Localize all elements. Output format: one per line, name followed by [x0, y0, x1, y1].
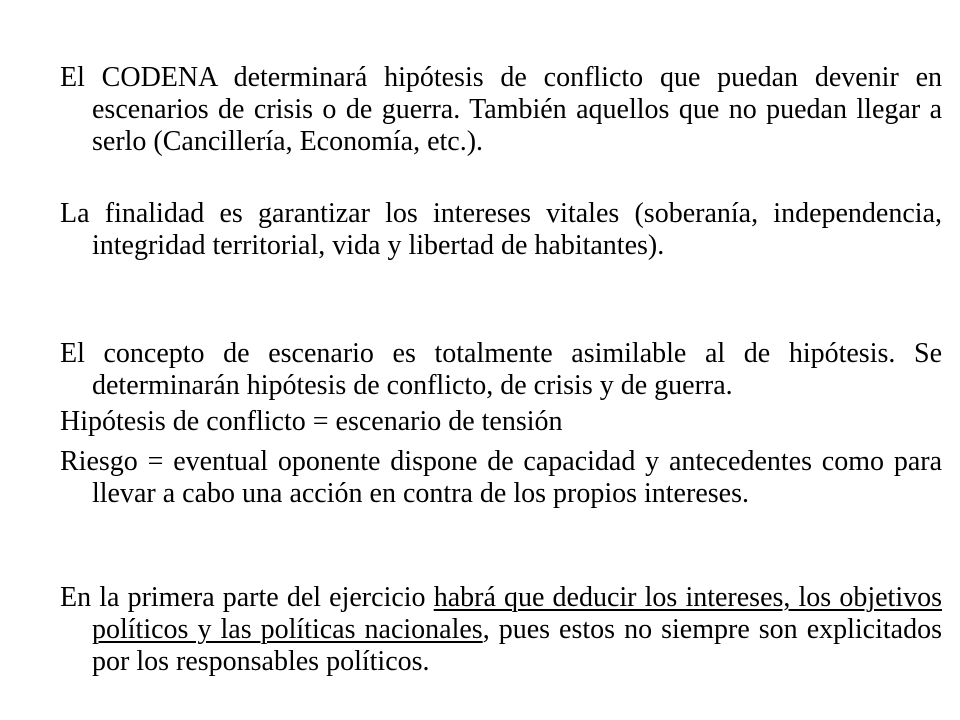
paragraph-finalidad: La finalidad es garantizar los intereses vitales (soberanía, independencia, integridad territorial, vida y libertad de habitantes).	[60, 198, 942, 261]
paragraph-primera-parte	[60, 582, 942, 678]
paragraph-hipotesis-conflicto: Hipótesis de conflicto = escenario de tensión	[60, 406, 563, 437]
paragraph-primera-parte-end: , pues estos no siempre son explicitados por los responsables políticos.	[92, 614, 942, 677]
paragraph-primera-parte-start: En la primera parte del ejercicio	[60, 582, 434, 613]
paragraph-riesgo: Riesgo = eventual oponente dispone de capacidad y antecedentes como para llevar a cabo una acción en contra de los propios intereses.	[60, 446, 942, 509]
paragraph-codena: El CODENA determinará hipótesis de conflicto que puedan devenir en escenarios de crisis o de guerra. También aquellos que no puedan llegar a serlo (Cancillería, Economía, etc.).	[60, 62, 942, 157]
paragraph-concepto-escenario: El concepto de escenario es totalmente asimilable al de hipótesis. Se determinarán hipótesis de conflicto, de crisis y de guerra.	[60, 338, 942, 401]
underlined-emphasis: habrá que deducir los intereses, los objetivos políticos y las políticas nacionales	[92, 582, 942, 645]
